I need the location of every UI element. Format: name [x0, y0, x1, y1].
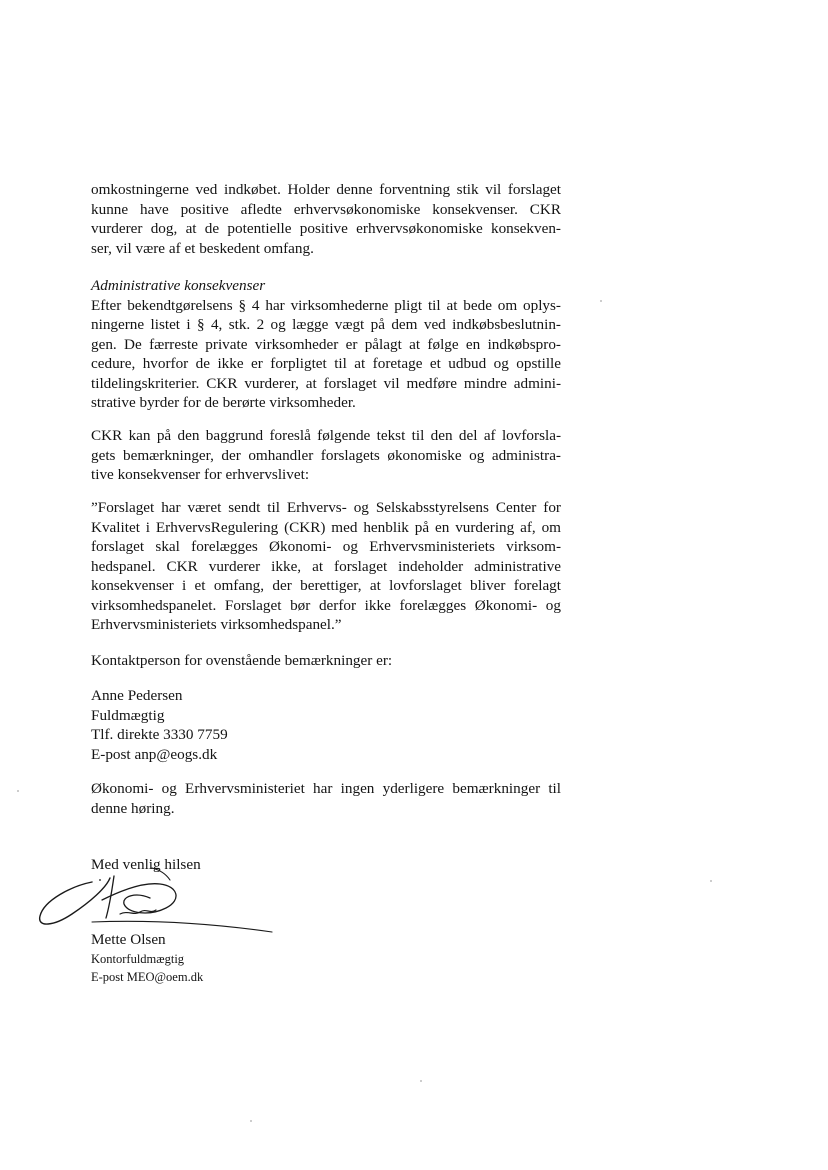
text-line: tildelingskriterier. CKR vurderer, at forslaget vil medføre mindre admini-	[91, 374, 561, 392]
administrative-section	[91, 276, 561, 413]
greeting-text: Med venlig hilsen	[91, 856, 201, 873]
closing-paragraph	[91, 779, 561, 818]
text-line: omkostningerne ved indkøbet. Holder denne forventning stik vil forslaget	[91, 181, 561, 198]
paragraph-forslag-tekst	[91, 426, 561, 485]
paragraph-erhvervsokonomiske	[91, 180, 561, 258]
scan-speck	[710, 880, 712, 882]
scan-speck	[420, 1080, 422, 1082]
text-line: ser, vil være af et beskedent omfang.	[91, 239, 314, 257]
quoted-text	[91, 498, 561, 635]
scan-speck	[600, 300, 602, 302]
text-line: Efter bekendtgørelsens § 4 har virksomhederne pligt til at bede om oplys-	[91, 296, 561, 314]
text-line: strative byrder for de berørte virksomheder.	[91, 394, 356, 411]
section-heading: Administrative konsekvenser	[91, 277, 266, 294]
signoff-details	[91, 930, 561, 950]
contact-title: Fuldmægtig	[91, 706, 165, 724]
signoff-meta	[91, 950, 561, 986]
contact-email: E-post anp@eogs.dk	[91, 745, 218, 763]
text-line: Økonomi- og Erhvervsministeriet har ingen yderligere bemærkninger til	[91, 780, 561, 797]
contact-details	[91, 686, 561, 764]
contact-phone: Tlf. direkte 3330 7759	[91, 726, 228, 743]
text-line: hedspanel. CKR vurderer ikke, at forslaget indeholder administrative	[91, 557, 561, 575]
signer-title: Kontorfuldmægtig	[91, 952, 185, 966]
text-line: CKR kan på den baggrund foreslå følgende tekst til den del af lovforsla-	[91, 427, 561, 444]
text-line: ”Forslaget har været sendt til Erhvervs- og Selskabsstyrelsens Center for	[91, 499, 561, 516]
text-line: vurderer dog, at de potentielle positive erhvervsøkonomiske konsekven-	[91, 220, 561, 237]
text-line: ningerne listet i § 4, stk. 2 og lægge vægt på dem ved indkøbsbeslutnin-	[91, 316, 561, 333]
text-line: cedure, hvorfor de ikke er forpligtet til at foretage et udbud og opstille	[91, 355, 561, 372]
text-line: denne høring.	[91, 799, 175, 817]
text-line: Erhvervsministeriets virksomhedspanel.”	[91, 616, 342, 633]
signer-email: E-post MEO@oem.dk	[91, 970, 204, 984]
scan-speck	[250, 1120, 252, 1122]
text-line: virksomhedspanelet. Forslaget bør derfor ikke forelægges Økonomi- og	[91, 596, 561, 614]
signer-name: Mette Olsen	[91, 931, 166, 948]
text-line: Kontaktperson for ovenstående bemærkninger er:	[91, 652, 393, 669]
text-line: Kvalitet i ErhvervsRegulering (CKR) med henblik på en vurdering af, om	[91, 518, 561, 536]
text-line: forslaget skal forelægges Økonomi- og Erhvervsministeriets virksom-	[91, 538, 561, 555]
scan-speck	[17, 790, 19, 792]
text-line: konsekvenser i et omfang, der berettiger, at lovforslaget bliver forelagt	[91, 577, 561, 594]
contact-intro	[91, 651, 561, 671]
signature-image	[32, 860, 282, 940]
contact-name: Anne Pedersen	[91, 687, 183, 704]
text-line: tive konsekvenser for erhvervslivet:	[91, 466, 310, 483]
text-line: gets bemærkninger, der omhandler forslagets økonomiske og administra-	[91, 446, 561, 464]
text-line: kunne have positive afledte erhvervsøkonomiske konsekvenser. CKR	[91, 200, 561, 218]
text-line: gen. De færreste private virksomheder er pålagt at følge en indkøbspro-	[91, 335, 561, 353]
